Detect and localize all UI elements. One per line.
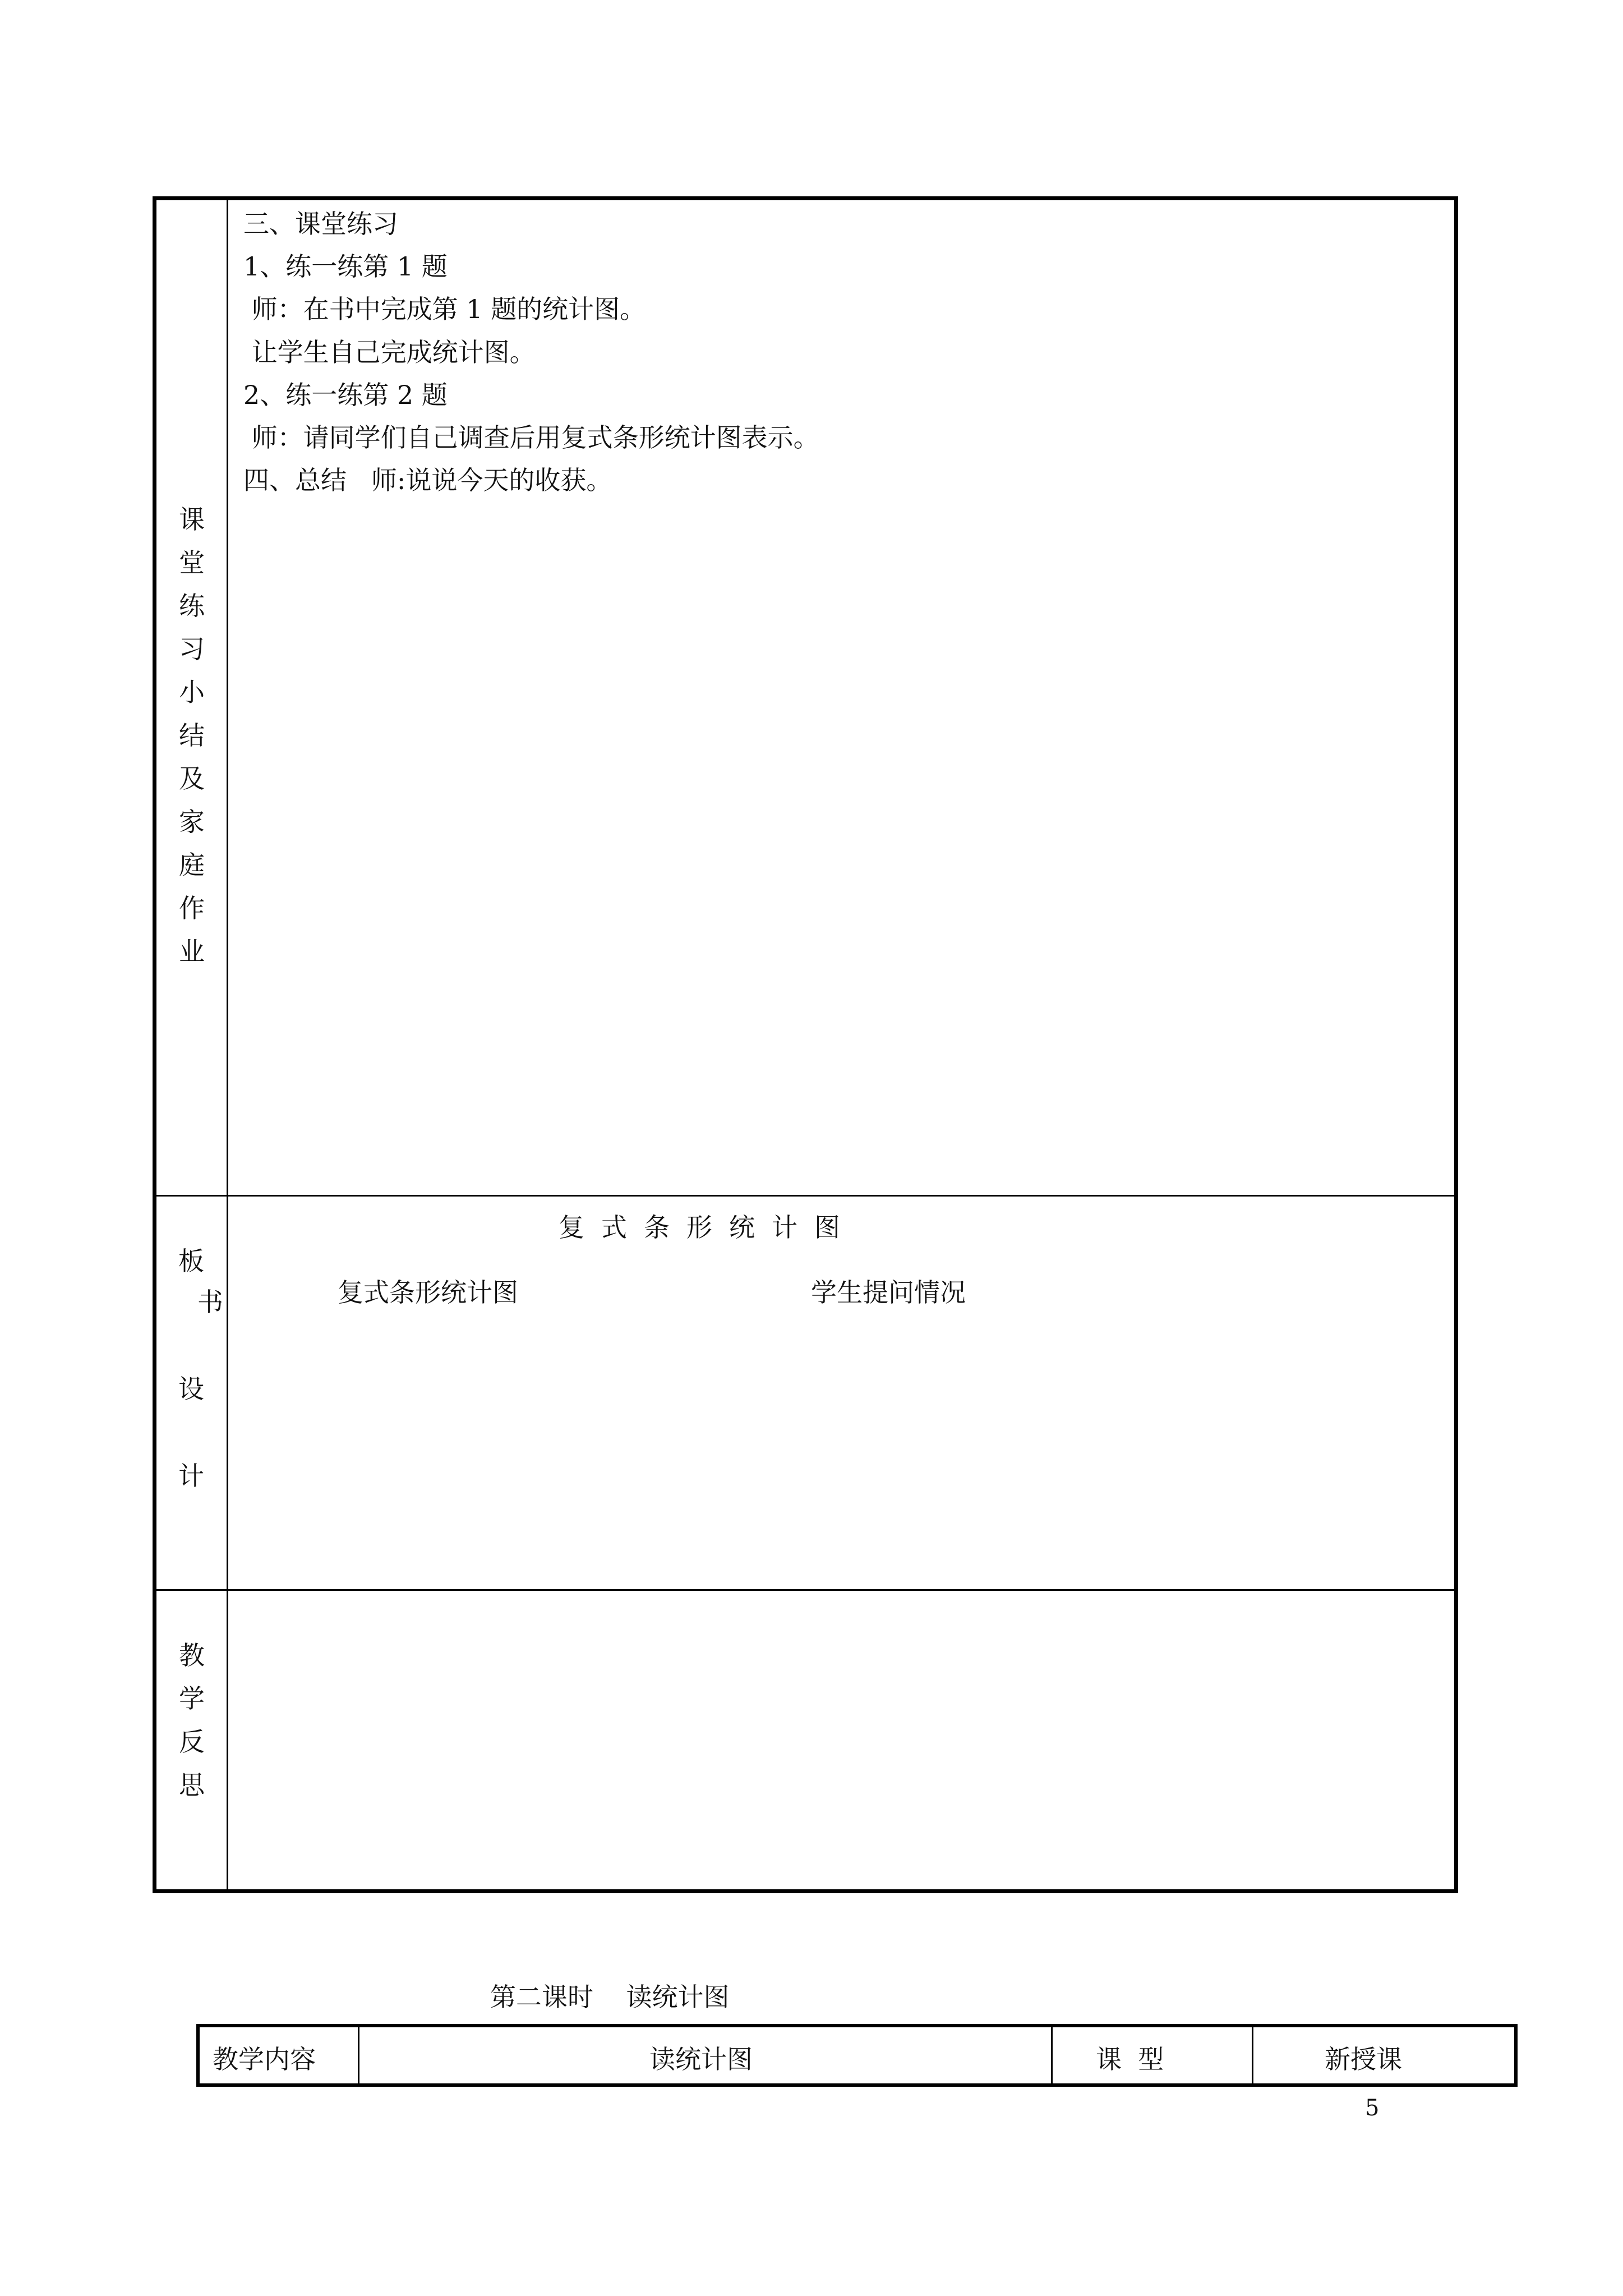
label-column-divider [227, 197, 228, 1892]
practice-line-7: 四、总结 师:说说今天的收获。 [243, 465, 612, 495]
type-value: 新授课 [1325, 2044, 1402, 2074]
board-label-char-3: 设 [178, 1374, 204, 1404]
second-table-divider-1 [358, 2025, 359, 2086]
practice-line-3: 师：在书中完成第 1 题的统计图。 [243, 294, 646, 324]
practice-line-4: 让学生自己完成统计图。 [243, 337, 536, 367]
page-number: 5 [1365, 2095, 1380, 2121]
board-label-char-1: 板 [178, 1246, 204, 1276]
practice-side-label: 课 堂 练 习 小 结 及 家 庭 作 业 [179, 504, 205, 967]
practice-line-5: 2、练一练第 2 题 [243, 380, 448, 410]
practice-line-1: 三、课堂练习 [243, 209, 398, 239]
second-table-divider-2 [1051, 2025, 1053, 2086]
board-left-item: 复式条形统计图 [338, 1277, 518, 1308]
practice-line-6: 师：请同学们自己调查后用复式条形统计图表示。 [243, 422, 819, 453]
second-lesson-table [196, 2024, 1518, 2087]
type-label: 课 型 [1096, 2044, 1164, 2074]
row-divider-reflection [154, 1589, 1457, 1591]
content-value: 读统计图 [649, 2044, 753, 2074]
reflection-side-label: 教 学 反 思 [179, 1640, 205, 1800]
board-label-char-2: 书 [197, 1287, 223, 1317]
board-title: 复式条形统计图 [559, 1212, 857, 1243]
second-table-divider-3 [1252, 2025, 1253, 2086]
content-label: 教学内容 [213, 2044, 316, 2074]
row-divider-board [154, 1195, 1457, 1197]
practice-line-2: 1、练一练第 1 题 [243, 251, 448, 282]
second-lesson-heading: 第二课时 读统计图 [490, 1982, 730, 2012]
board-label-char-4: 计 [178, 1461, 204, 1491]
board-right-item: 学生提问情况 [811, 1277, 966, 1308]
